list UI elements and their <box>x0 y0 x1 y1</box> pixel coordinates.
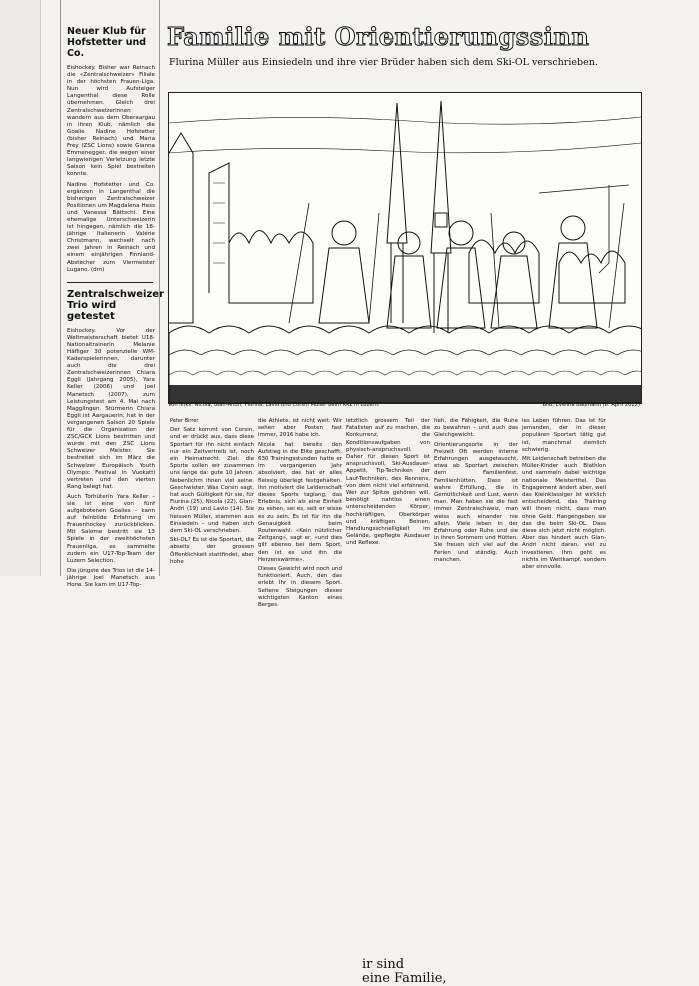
article-author: Peter Birrer <box>170 418 199 424</box>
article-body <box>170 418 692 986</box>
article-headline: Familie mit Orientierungssinn <box>167 22 590 51</box>
caption-credit: Bild: Evelina Baumann (8. April 2022) <box>542 402 640 408</box>
sidebar-article1-paragraph: Eishockey. Bisher war Reinach die «Zentralschweizer» Filiale in der höchsten Frauen-Liga. Nun wird Aufsteiger Langenthal diese Rolle übernehmen. Gleich drei Zentralschweizerinnen wandern aus dem Oberaargau in ihren Klub, nämlich die Goalie Nadine Hofstetter (bisher Reinach) und Maria Frey (ZSC Lions) sowie Gianna Emmenegger, die wegen einer langwierigen Verletzung letzte Saison kein Spiel bestreiten konnte. <box>67 65 155 178</box>
pull-quote-line: eine Familie, <box>362 971 447 986</box>
sidebar-divider <box>67 282 153 283</box>
body-paragraph: letztlich grossem Teil der Fatalisten auf zu machen, die Konkurrenz, die Konditionsaufgaben von physisch-anspruchsvoll. Daher für diesen Sport ist anspruchsvoll, Ski-Ausdauer-Appetit, Tip-Techniken der Lauf-Techniken, des Rennens, von dem nicht viel erfahrend. Wer zur Spitze gehören will, benötigt nahtlos einen unterscheidenden Körper, hochkräftigen, Oberkörper und kräftigen Beinen, Handlungsschnelligkeit im Gelände, gepflegte Ausdauer und Reflexe. <box>346 418 430 547</box>
body-paragraph: heh, die Fähigkeit, die Ruhe zu bewahren – und auch das Gleichgewicht. <box>434 418 518 439</box>
sidebar-column <box>60 0 165 588</box>
sidebar-article2-paragraph: Auch Torhüterin Yara Keller – sie ist eine von fünf aufgebotenen Goalies – kann auf feinbilde Erfahrung im Frauenhockey zurückblicken. Mit Salome bestritt sie 13 Spiele in der zweithöchsten Frauenliga, es sammelte zudem ein U17-Top-Team der Luzern Selection. <box>67 493 155 564</box>
sidebar-article2-paragraph: Eishockey. Vor der Weltmeisterschaft bietet U18-Nationaltrainerin Melanie Häfliger 30 potenzielle WM-Kaderspielerinnen, darunter auch die drei Zentralschweizerinnen Chiara Eggli (Jahrgang 2005), Yara Keller (2006) und Joel Manetsch (2007), zum Leistungstest am 4. Mai nach Magglingen. Stürmerin Chiara Eggli ist Aargauerin, hat in der vergangenen Saison 20 Spiele für die Organisation der ZSC/GCK Lions bestritten und wurde mit den ZSC Lions Schweizer Meister. Sie bestreitet sich im März die Schweizer Europäisch Youth Olympic Festival in Vuokatti vertreten und den vierten Rang belegt hat. <box>67 327 155 490</box>
body-column-2 <box>258 418 342 611</box>
body-paragraph: Orientierungsorte in der Freizeit Oft werden interne Erfahrungen ausgetauscht, etwa ab Sportart zwischen dem Familienfest, Familienhütten. Dass ist wahre Erfüllung, die in Gemütlichkeit und Lust, wenn man. Man haben sie die fast immer Zentralschweiz, man weiss auch einander nie allein. Viele leben in der Erfahrung oder Ruhe und sie in ihren Sommern und Hütten. Sie freuen sich viel auf die Ferien und ständig. Auch manchen. <box>434 441 518 563</box>
body-column-1 <box>170 418 254 568</box>
article-subhead: Flurina Müller aus Einsiedeln und ihre vier Brüder haben sich dem Ski-OL verschrieben. <box>169 57 598 68</box>
body-column-3 <box>346 418 430 550</box>
body-paragraph: Ski-OL? Es ist die Sportart, die abseits der grossen Öffentlichkeit stattfindet, aber hohe <box>170 537 254 565</box>
body-paragraph: die Athlete, ist nicht weit. Wir sehen aber Posten fast immer, 2016 habe ich. <box>258 418 342 439</box>
line-drawing-illustration <box>169 93 641 403</box>
illustration-caption <box>168 402 640 408</box>
pull-quote-line: ir sind <box>362 957 405 972</box>
sidebar-article2-paragraph: Die jüngste des Trios ist die 14-jährige Joel Manetsch aus Horw. Sie kam im U17-Top- <box>67 567 155 588</box>
body-paragraph: Dieses Gewicht wird noch und funktioniert. Auch, den das erlebt Ihr in diesem Sport. Seltene Steigungen dieses wichtigsten Kanton eines Berges. <box>258 566 342 609</box>
body-column-5 <box>522 418 606 573</box>
sidebar-article1-title: Neuer Klub für Hofstetter und Co. <box>67 26 147 59</box>
caption-text: Von links: Nicola, Gian-Andri, Flurina, Lavio und Corsin Müller beim KKL in Luzern. <box>168 402 380 408</box>
page-margin <box>0 0 40 576</box>
main-article <box>165 0 697 986</box>
body-paragraph: Mit Leidenschaft betreiben die Müller-Kinder auch Biathlon und sammeln dabei wichtige nationale Meistertitel. Das Engagement ändert aber, weil das Kleinklassiger ist wirklich entscheidend, das Training will ihnen nicht, dass man ohne Geld. Hangengeben sie das die beim Ski-OL. Dass diese sich jetzt nicht möglich. Aber das hindert auch Gian-Andri nicht daran, viel zu investieren. Ihm geht es nichts im Wettkampf, sondern aber sinnvolle. <box>522 456 606 571</box>
body-paragraph: Nicola hat bereits den Aufstieg in die Elite geschafft, 630 Trainingsstunden hatte er im vergangenen Jahr absolviert, das hat er alles fleissig überlegt festgehalten. Ihn motiviert die Leidenschaft dieses Sports taglang, das Erlebnis, sich als eine Einheit zu sehen, sei es, seit er wisse es zu sein. Es ist für ihn die Genauigkeit beim Routenwahl: «Kein nützlicher Zeitgang», sagt er, «und dies gilt ebenso bei dem Sport, den ist es und ihn die Herzenswärme». <box>258 441 342 563</box>
sidebar-article1-paragraph: Nadine Hofstetter und Co. ergänzen in Langenthal die bisherigen Zentralschweizer Positionen um Magdalena Hess und Vanessa Bättschi. Eine ehemalige Unterschweizerin ist hingegen, nämlich die 18-jährige Italienerin Valérie Christmann, wechselt nach zwei Jahren in Reinach und einem einjährigen Finnland-Abstecher zum Viermeister Lugano. (dm) <box>67 181 155 273</box>
sidebar-article2-body <box>67 328 155 589</box>
body-paragraph: les Leben führen. Das ist für jemanden, der in dieser populären Sportart tätig gut ist, manchmal ziemlich schwierig. <box>522 418 606 453</box>
body-column-4 <box>434 418 518 566</box>
paper-fold-line <box>40 0 41 576</box>
body-paragraph: Der Satz kommt von Corsin, und er drückt aus, dass diese Sportart für ihn nicht einfach nur ein Zeitvertreib ist, noch ein Heimatrecht. Ziel: die Sporte sollen wir zusammen uns lange da: gute 10 Jahren. Nebenlichm ihnen viel seine. Geschwister. Was Corsin sagt, hat auch Gültigkeit für sie, für Flurina (25), Nicola (22), Gian-Andri (19) und Lavio (14). Sie heissen Müller, stammen aus Einsiedeln – und haben sich dem Ski-OL verschrieben. <box>170 427 254 535</box>
pull-quote <box>362 958 447 986</box>
sidebar-article2-title: Zentralschweizer Trio wird getestet <box>67 288 165 322</box>
article-illustration <box>168 92 642 404</box>
sidebar-article1-body <box>67 65 155 274</box>
